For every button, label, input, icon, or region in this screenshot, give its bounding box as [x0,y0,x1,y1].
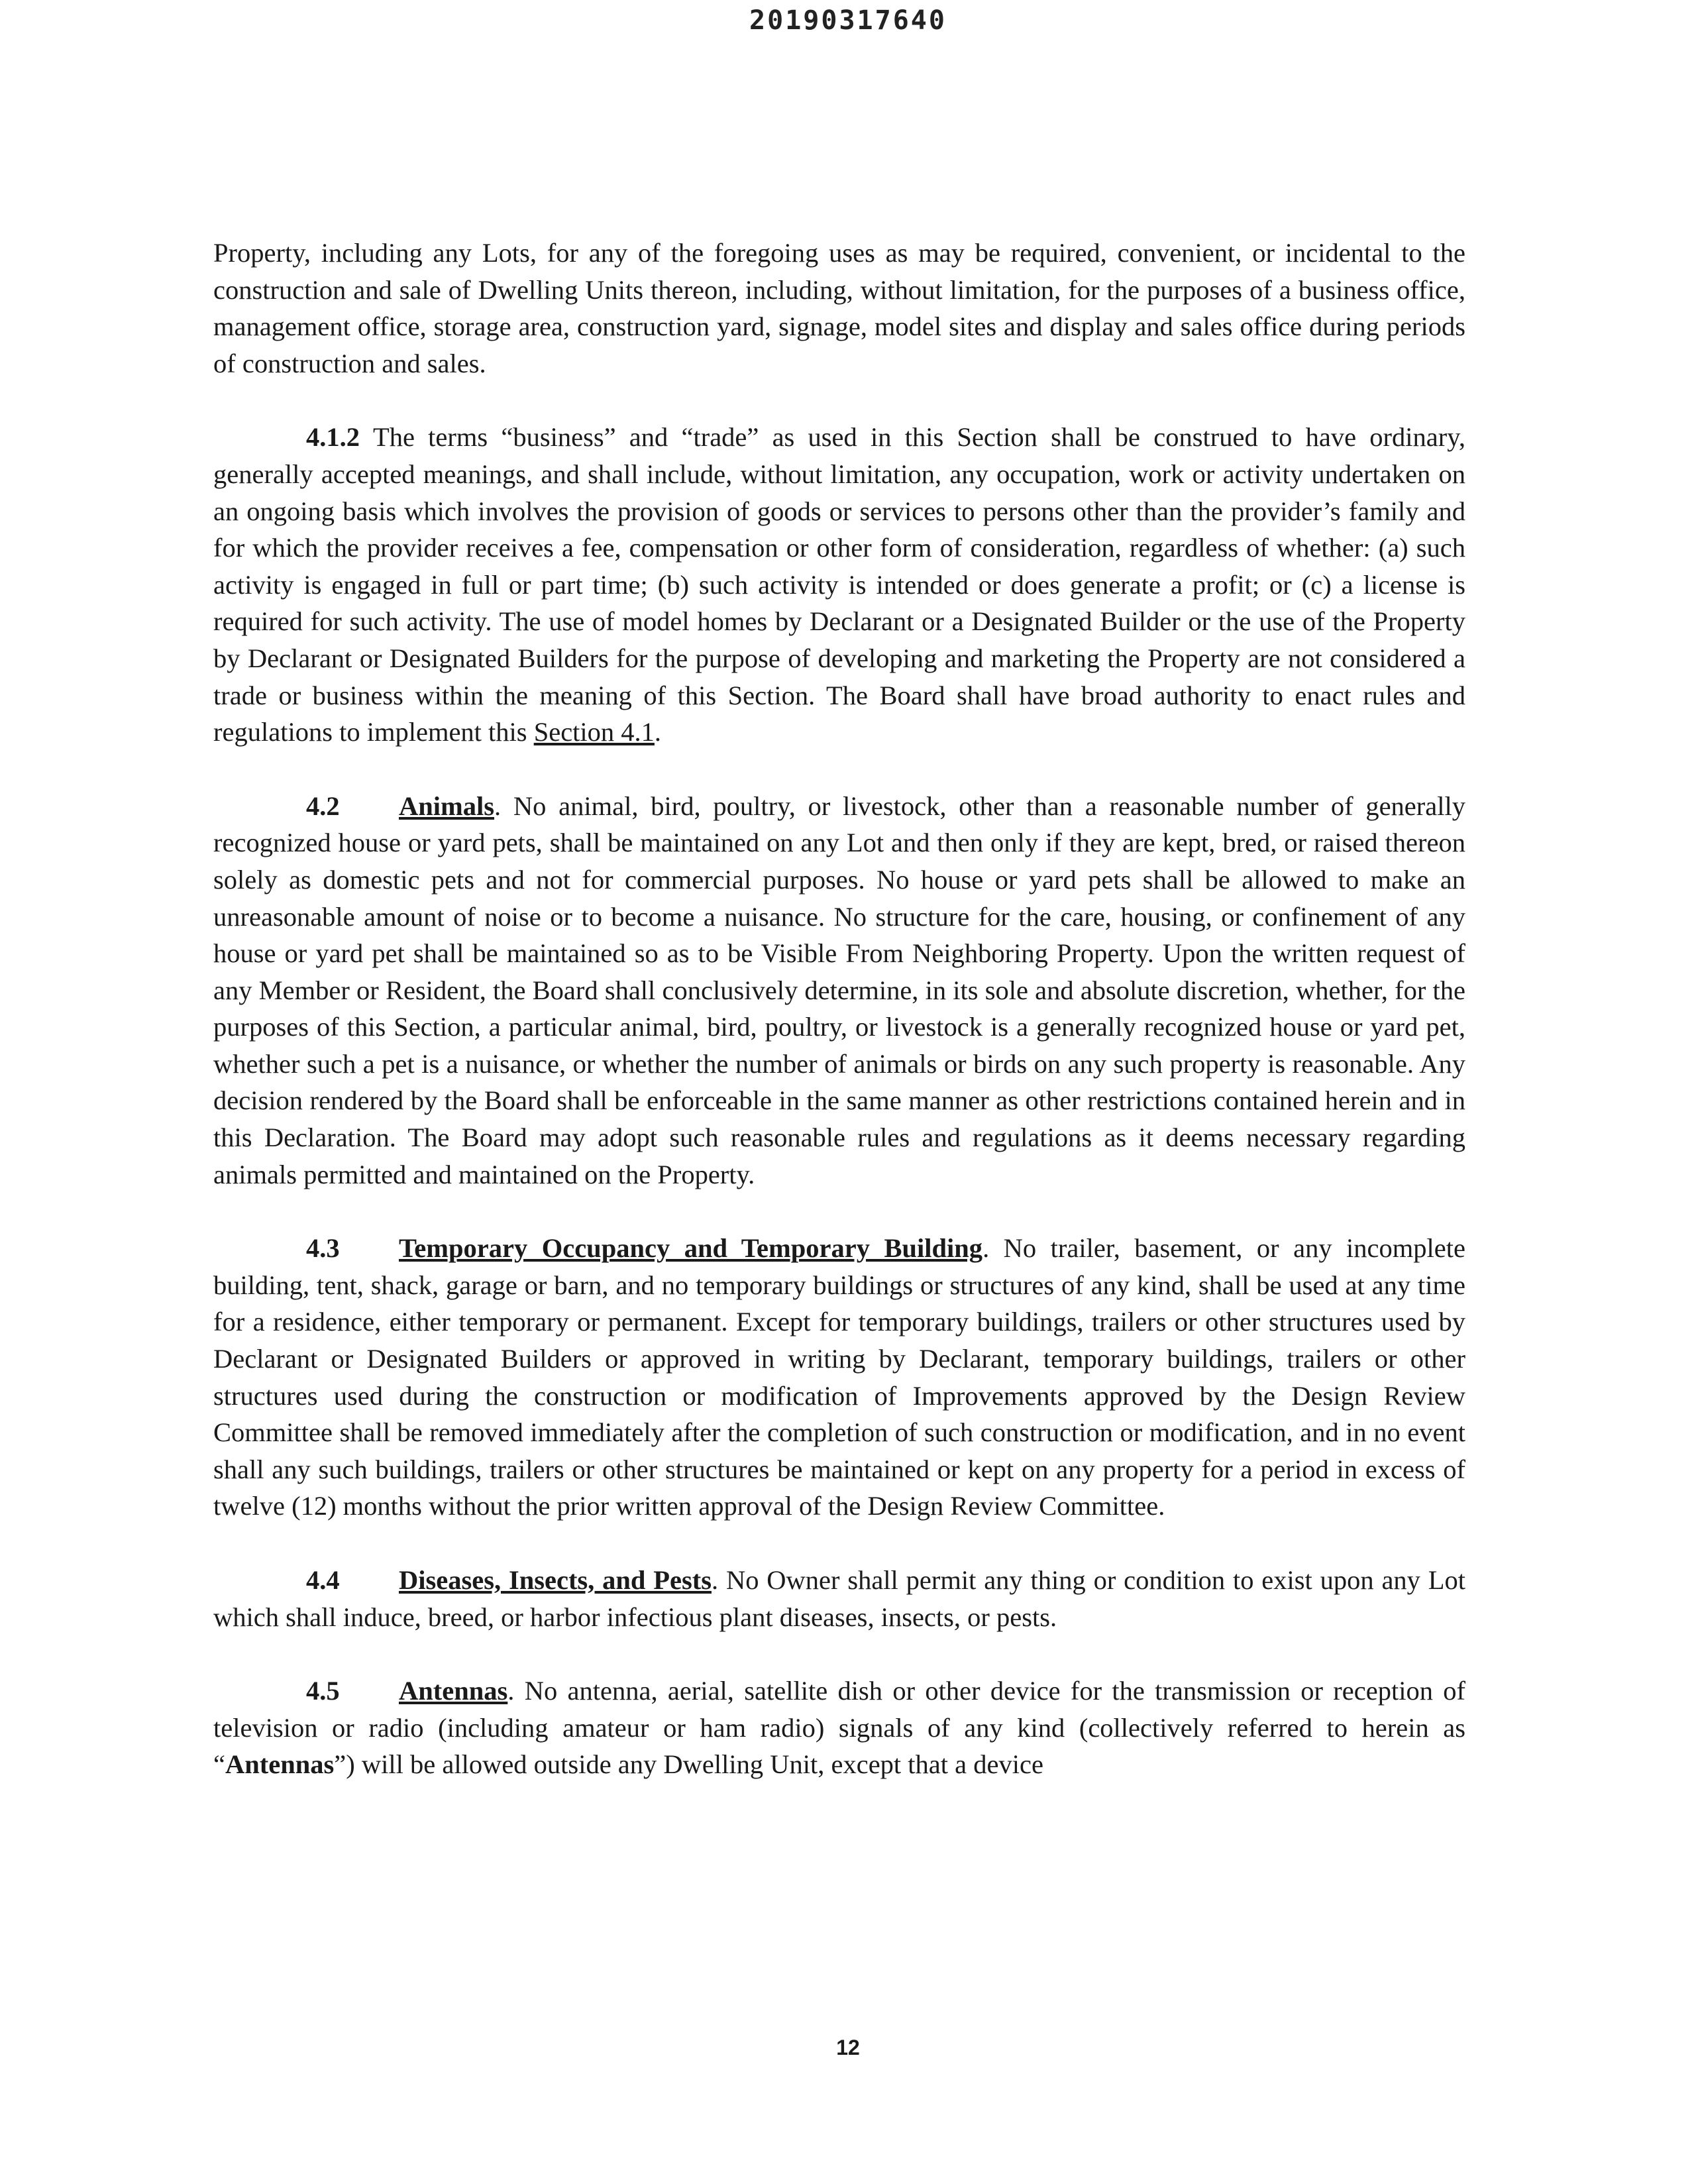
page-number: 12 [836,2036,860,2059]
section-4-1-2 [213,419,1465,750]
paragraph-continuation [213,235,1465,382]
section-4-5 [213,1672,1465,1783]
defined-term: Antennas [225,1749,335,1780]
section-heading: Antennas [399,1676,508,1706]
section-number: 4.3 [306,1233,340,1264]
section-4-4 [213,1562,1465,1635]
section-4-2 [213,788,1465,1193]
section-tail: . [654,717,662,747]
section-heading: Temporary Occupancy and Temporary Building [399,1233,983,1264]
section-text: . No antenna, aerial, satellite dish or other device for the transmission or reception of television or radio (including amateur or ham radio) signals of any kind (collectively referred to herein as “ [213,1676,1465,1780]
section-text: . No animal, bird, poultry, or livestock, other than a reasonable number of generally recognized house or yard pets, shall be maintained on any Lot and then only if they are kept, bred, or raised thereon solely as domestic pets and not for commercial purposes. No house or yard pets shall be allowed to make an unreasonable amount of noise or to become a nuisance. No structure for the care, housing, or confinement of any house or yard pet shall be maintained so as to be Visible From Neighboring Property. Upon the written request of any Member or Resident, the Board shall conclusively determine, in its sole and absolute discretion, whether, for the purposes of this Section, a particular animal, bird, poultry, or livestock is a generally recognized house or yard pet, whether such a pet is a nuisance, or whether the number of animals or birds on any such property is reasonable. Any decision rendered by the Board shall be enforceable in the same manner as other restrictions contained herein and in this Declaration. The Board may adopt such reasonable rules and regulations as it deems necessary regarding animals permitted and maintained on the Property. [213,791,1465,1189]
document-body [213,235,1465,1820]
section-heading: Animals [399,791,495,821]
section-number: 4.5 [306,1676,340,1706]
section-4-3 [213,1230,1465,1525]
section-text-continued: ”) will be allowed outside any Dwelling Unit, except that a device [334,1749,1043,1780]
paragraph-text: Property, including any Lots, for any of the foregoing uses as may be required, convenient, or incidental to the construction and sale of Dwelling Units thereon, including, without limitation, for the purposes of a business office, management office, storage area, construction yard, signage, model sites and display and sales office during periods of construction and sales. [213,238,1465,378]
section-number: 4.1.2 [306,422,360,453]
section-text: . No trailer, basement, or any incomplete building, tent, shack, garage or barn, and no temporary buildings or structures of any kind, shall be used at any time for a residence, either temporary or permanent. Except for temporary buildings, trailers or other structures used by Declarant or Designated Builders or approved in writing by Declarant, temporary buildings, trailers or other structures used during the construction or modification of Improvements approved by the Design Review Committee shall be removed immediately after the completion of such construction or modification, and in no event shall any such buildings, trailers or other structures be maintained or kept on any property for a period in excess of twelve (12) months without the prior written approval of the Design Review Committee. [213,1233,1465,1521]
section-text: . No Owner shall permit any thing or condition to exist upon any Lot which shall induce, breed, or harbor infectious plant diseases, insects, or pests. [213,1565,1465,1632]
section-number: 4.2 [306,791,340,821]
section-number: 4.4 [306,1565,340,1595]
section-heading: Diseases, Insects, and Pests [399,1565,712,1595]
document-number: 20190317640 [749,5,947,36]
section-text: The terms “business” and “trade” as used in this Section shall be construed to have ordinary, generally accepted meanings, and shall include, without limitation, any occupation, work or activity undertaken on an ongoing basis which involves the provision of goods or services to persons other than the provider’s family and for which the provider receives a fee, compensation or other form of consideration, regardless of whether: (a) such activity is engaged in full or part time; (b) such activity is intended or does generate a profit; or (c) a license is required for such activity. The use of model homes by Declarant or a Designated Builder or the use of the Property by Declarant or Designated Builders for the purpose of developing and marketing the Property are not considered a trade or business within the meaning of this Section. The Board shall have broad authority to enact rules and regulations to implement this [213,422,1465,747]
section-reference: Section 4.1 [533,717,655,747]
